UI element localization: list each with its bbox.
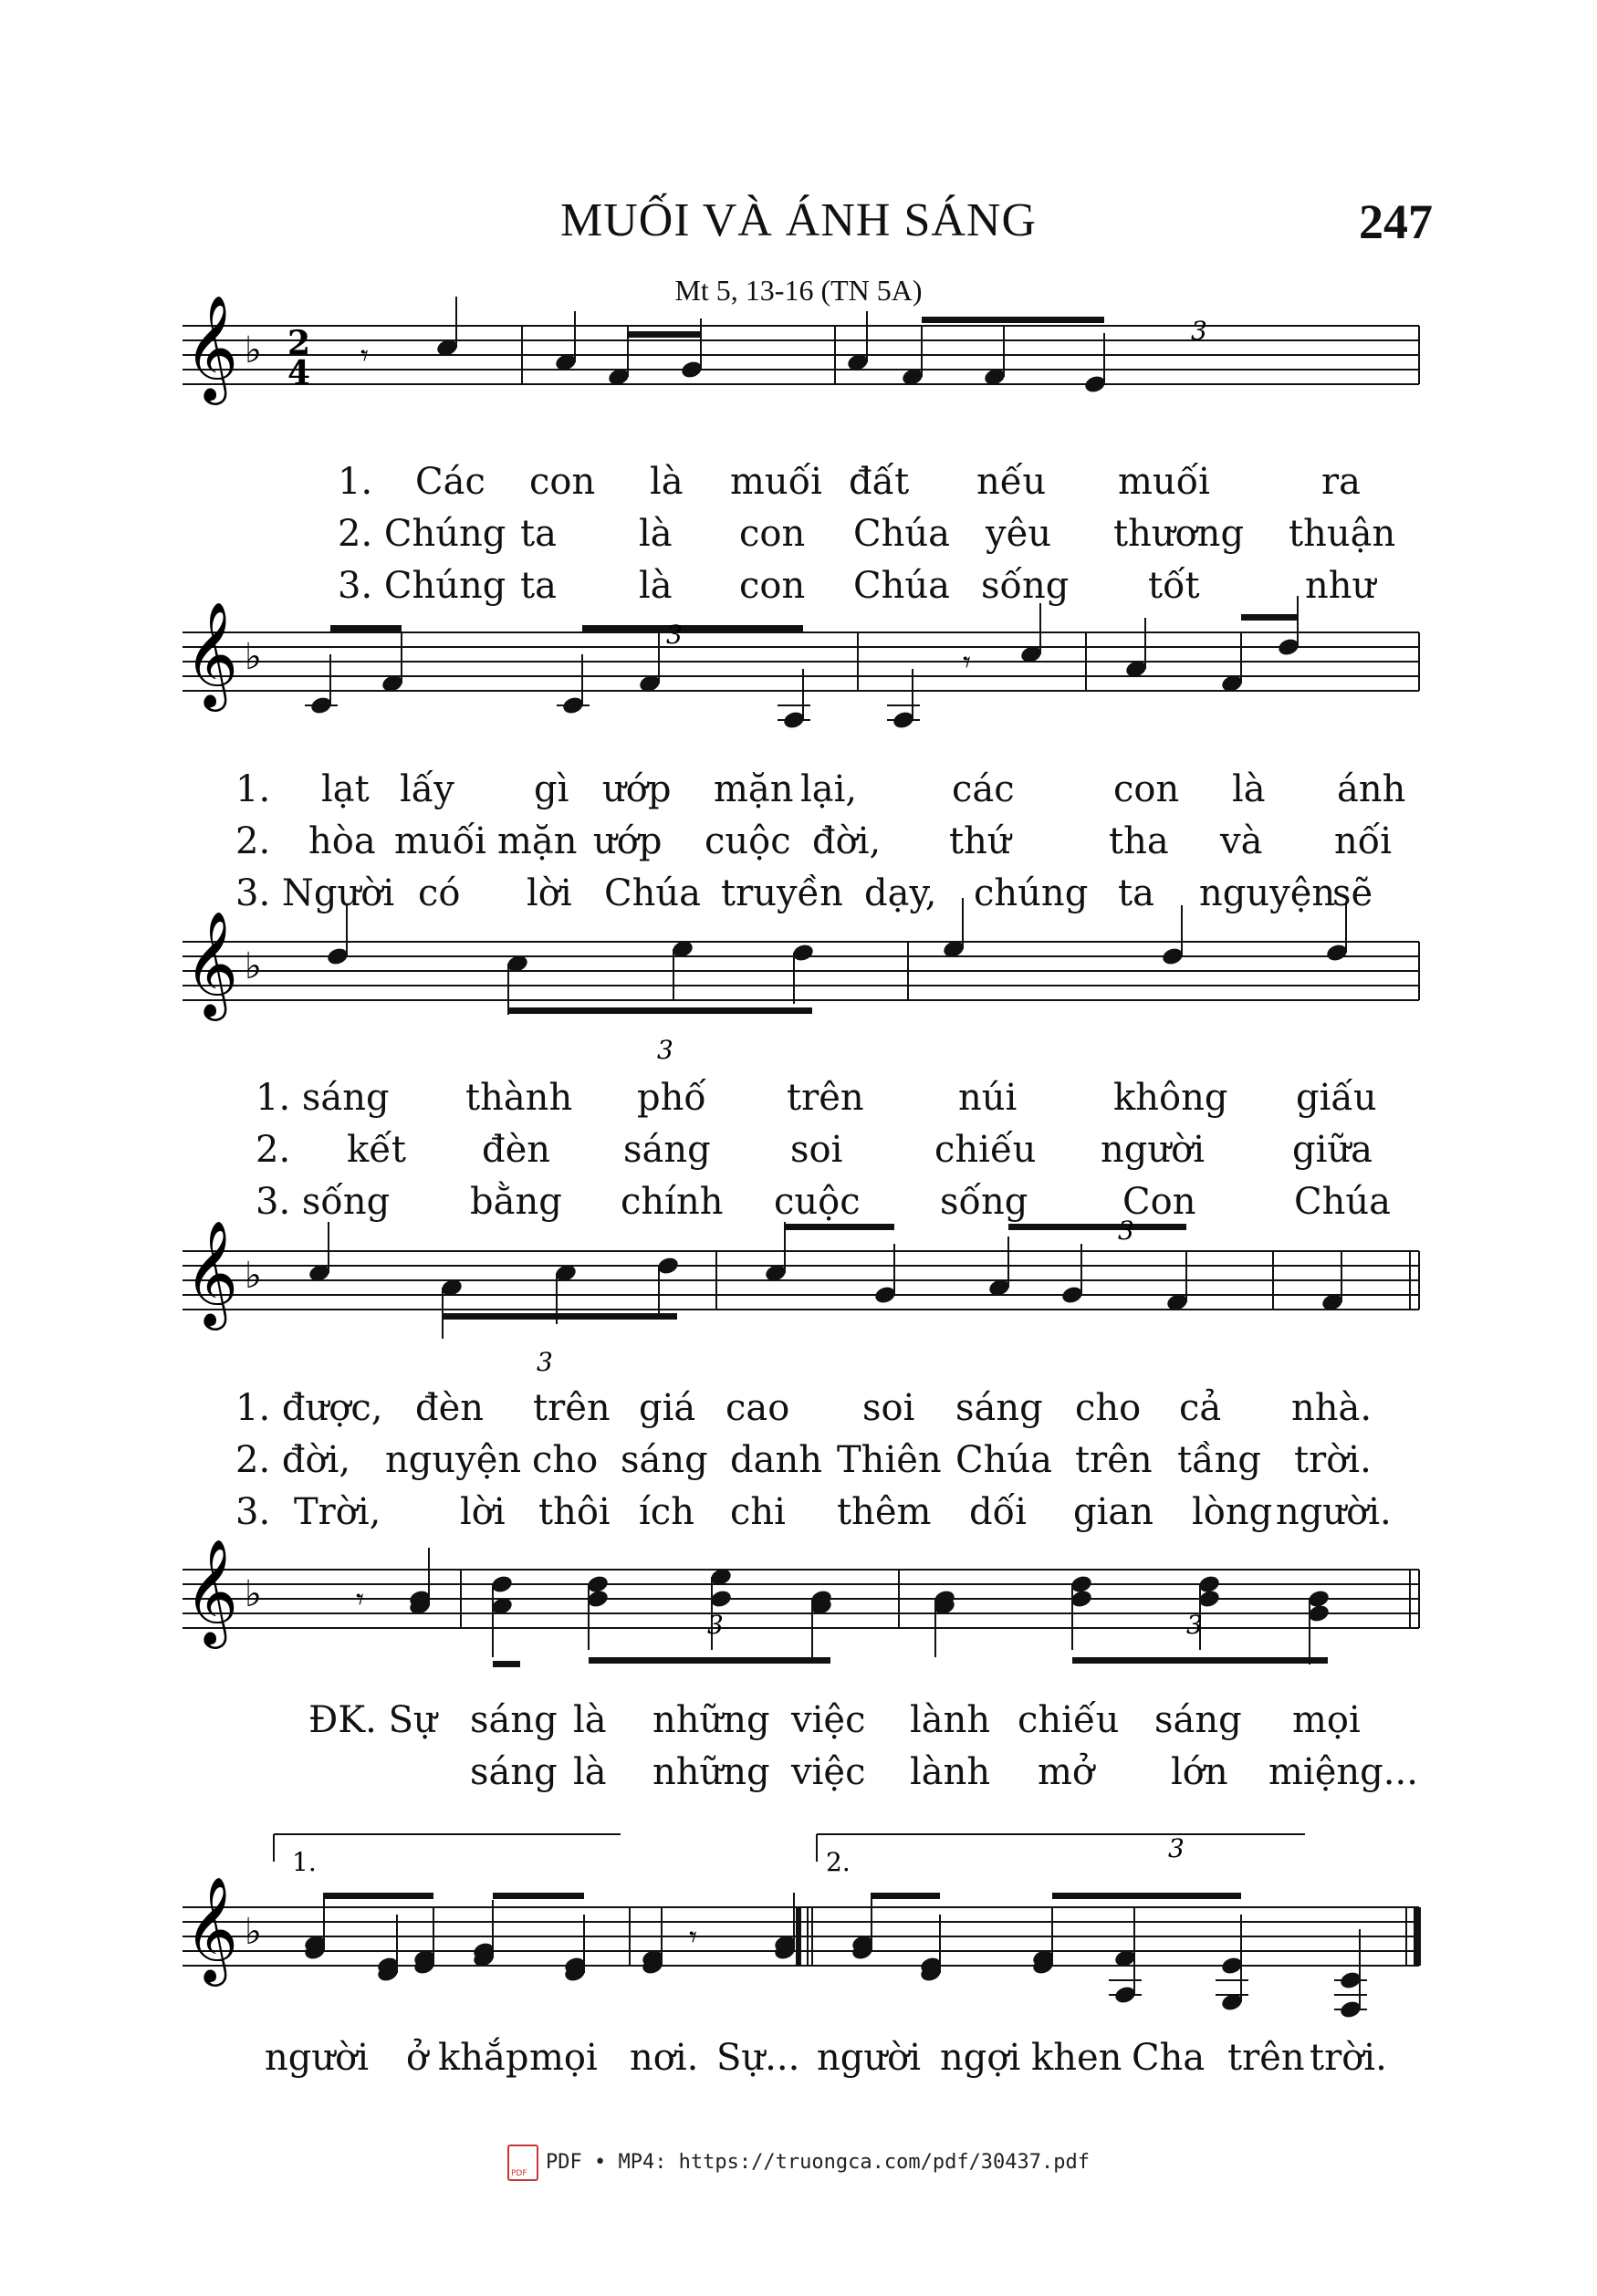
lyric-syllable: chúng — [974, 872, 1089, 914]
lyric-syllable: gì — [534, 768, 569, 810]
lyric-syllable: 2. đời, — [235, 1439, 351, 1481]
lyric-syllable: muối — [1118, 461, 1210, 503]
lyric-syllable: 3. Người — [235, 872, 395, 914]
time-signature-bottom: 4 — [287, 354, 311, 392]
lyric-syllable: Chúa — [853, 513, 950, 555]
lyric-syllable: con — [1113, 768, 1180, 810]
lyric-syllable: lớn — [1171, 1751, 1228, 1793]
lyric-syllable: thành — [465, 1077, 573, 1119]
lyric-syllable: con — [739, 565, 806, 607]
lyric-syllable: ra — [1321, 461, 1361, 503]
beam — [628, 331, 701, 338]
lyric-syllable: những — [652, 1699, 770, 1741]
flat-sign: ♭ — [245, 1573, 262, 1615]
beam — [1072, 1657, 1328, 1664]
beam — [582, 625, 803, 631]
treble-clef: 𝄞 — [184, 1219, 239, 1326]
lyric-syllable: sáng — [623, 1129, 711, 1171]
lyric-syllable: trên — [1227, 2037, 1305, 2079]
lyric-syllable: lành — [910, 1751, 991, 1793]
lyric-syllable: ướp — [593, 820, 663, 862]
lyric-syllable: sáng — [470, 1699, 558, 1741]
eighth-rest: 𝄾 — [360, 338, 370, 374]
flat-sign: ♭ — [245, 329, 262, 371]
lyric-syllable: 3. sống — [256, 1181, 391, 1223]
lyric-syllable: những — [652, 1751, 770, 1793]
lyric-syllable: đèn — [482, 1129, 551, 1171]
lyric-syllable: 1. — [235, 768, 271, 810]
lyric-syllable: Cha — [1132, 2037, 1206, 2079]
lyric-syllable: trời. — [1310, 2037, 1387, 2079]
lyric-syllable: nguyện — [385, 1439, 522, 1481]
pdf-icon — [507, 2145, 538, 2181]
lyric-syllable: truyền — [721, 872, 843, 914]
lyric-syllable: chính — [621, 1181, 724, 1223]
lyric-syllable: lại, — [800, 768, 858, 810]
lyric-syllable: và — [1220, 820, 1263, 862]
lyric-syllable: là — [1232, 768, 1266, 810]
lyric-syllable: là — [573, 1751, 607, 1793]
lyric-syllable: người — [1101, 1129, 1206, 1171]
page-number: 247 — [1359, 194, 1433, 249]
lyric-syllable: các — [952, 768, 1015, 810]
beam — [493, 1661, 520, 1667]
lyric-syllable: không — [1113, 1077, 1228, 1119]
lyric-syllable: Chúa — [604, 872, 701, 914]
lyric-syllable: ngợi — [940, 2037, 1021, 2079]
lyric-syllable: sáng — [1154, 1699, 1242, 1741]
beam — [1241, 614, 1298, 621]
triplet-mark: 3 — [657, 1035, 673, 1065]
lyric-syllable: ta — [1118, 872, 1154, 914]
lyric-syllable: nối — [1334, 820, 1393, 862]
lyric-syllable: ở — [406, 2037, 429, 2079]
lyric-syllable: soi — [862, 1387, 915, 1429]
lyric-syllable: trên — [1075, 1439, 1153, 1481]
triplet-mark: 3 — [537, 1347, 553, 1377]
lyric-syllable: đèn — [415, 1387, 485, 1429]
lyric-syllable: ánh — [1337, 768, 1406, 810]
lyric-syllable: 3. — [235, 1491, 271, 1533]
lyric-syllable: cuộc — [774, 1181, 861, 1223]
lyric-syllable: sáng — [955, 1387, 1043, 1429]
song-title: MUỐI VÀ ÁNH SÁNG — [559, 194, 1038, 246]
lyric-syllable: Sự... — [716, 2037, 800, 2079]
treble-clef: 𝄞 — [184, 1875, 239, 1982]
lyric-syllable: 2. — [235, 820, 271, 862]
flat-sign: ♭ — [245, 945, 262, 987]
flat-sign: ♭ — [245, 1911, 262, 1953]
eighth-rest: 𝄾 — [689, 1919, 698, 1956]
treble-clef: 𝄞 — [184, 910, 239, 1017]
lyric-syllable: yêu — [986, 513, 1052, 555]
beam — [443, 1313, 677, 1320]
footer-link[interactable]: PDF • MP4: https://truongca.com/pdf/30437.pdf — [545, 2151, 1091, 2174]
lyric-syllable: người — [817, 2037, 922, 2079]
lyric-syllable: mọi — [1292, 1699, 1361, 1741]
lyric-syllable: con — [739, 513, 806, 555]
lyric-syllable: khen — [1031, 2037, 1122, 2079]
volta-1-label: 1. — [292, 1847, 317, 1877]
lyric-syllable: sống — [940, 1181, 1028, 1223]
triplet-mark: 3 — [1191, 316, 1207, 346]
triplet-mark: 3 — [1168, 1833, 1185, 1863]
lyric-syllable: sống — [981, 565, 1070, 607]
beam — [589, 1657, 830, 1664]
lyric-syllable: lời — [527, 872, 572, 914]
lyric-syllable: cả — [1179, 1387, 1222, 1429]
final-barline — [1414, 1907, 1421, 1966]
lyric-syllable: thứ — [949, 820, 1011, 862]
lyric-syllable: cao — [725, 1387, 790, 1429]
lyric-syllable: mặn — [497, 820, 578, 862]
beam — [508, 1007, 812, 1014]
lyric-syllable: Con — [1122, 1181, 1196, 1223]
eighth-rest: 𝄾 — [356, 1581, 365, 1618]
lyric-syllable: trên — [533, 1387, 611, 1429]
lyric-syllable: giá — [639, 1387, 696, 1429]
lyric-syllable: lạt — [321, 768, 370, 810]
beam — [922, 317, 1104, 323]
lyric-syllable: có — [418, 872, 461, 914]
lyric-syllable: nơi. — [630, 2037, 699, 2079]
lyric-syllable: người — [265, 2037, 370, 2079]
lyric-syllable: sáng — [470, 1751, 558, 1793]
beam — [1008, 1224, 1186, 1230]
treble-clef: 𝄞 — [184, 1538, 239, 1644]
lyric-syllable: chi — [730, 1491, 786, 1533]
lyric-syllable: thương — [1113, 513, 1245, 555]
flat-sign: ♭ — [245, 636, 262, 678]
lyric-syllable: thêm — [837, 1491, 932, 1533]
lyric-syllable: tha — [1109, 820, 1169, 862]
beam — [785, 1224, 894, 1230]
lyric-syllable: việc — [791, 1699, 866, 1741]
lyric-syllable: Trời, — [294, 1491, 381, 1533]
lyric-syllable: phố — [637, 1077, 706, 1119]
lyric-syllable: muối — [394, 820, 486, 862]
lyric-syllable: là — [573, 1699, 607, 1741]
lyric-syllable: khắp — [438, 2037, 529, 2079]
lyric-syllable: thôi — [538, 1491, 611, 1533]
lyric-syllable: miệng... — [1268, 1751, 1418, 1793]
triplet-mark: 3 — [1186, 1610, 1203, 1640]
footer[interactable] — [0, 2145, 1597, 2181]
lyric-syllable: mọi — [529, 2037, 598, 2079]
repeat-barline — [796, 1907, 801, 1966]
lyric-syllable: ướp — [602, 768, 672, 810]
triplet-mark: 3 — [666, 620, 683, 650]
lyric-syllable: chiếu — [934, 1129, 1037, 1171]
lyric-syllable: con — [529, 461, 596, 503]
lyric-syllable: cho — [1075, 1387, 1142, 1429]
eighth-rest: 𝄾 — [963, 644, 972, 681]
lyric-syllable: đất — [849, 461, 910, 503]
lyric-syllable: tốt — [1148, 565, 1200, 607]
beam — [493, 1893, 584, 1899]
lyric-syllable: là — [639, 513, 673, 555]
lyric-syllable: 2. — [256, 1129, 291, 1171]
lyric-syllable: cuộc — [705, 820, 791, 862]
beam — [324, 1893, 433, 1899]
lyric-syllable: việc — [791, 1751, 866, 1793]
lyric-syllable: 1. — [338, 461, 373, 503]
lyric-syllable: mặn — [714, 768, 794, 810]
lyric-syllable: 1. được, — [235, 1387, 383, 1429]
triplet-mark: 3 — [707, 1610, 724, 1640]
flat-sign: ♭ — [245, 1255, 262, 1297]
volta-2-label: 2. — [826, 1847, 851, 1877]
lyric-syllable: nhà. — [1291, 1387, 1373, 1429]
lyric-syllable: trên — [787, 1077, 864, 1119]
lyric-syllable: Chúa — [853, 565, 950, 607]
lyric-syllable: chiếu — [1018, 1699, 1120, 1741]
lyric-syllable: giấu — [1296, 1077, 1377, 1119]
lyric-syllable: bằng — [470, 1181, 562, 1223]
lyric-syllable: giữa — [1292, 1129, 1373, 1171]
lyric-syllable: 2. Chúng — [338, 513, 506, 555]
lyric-syllable: danh — [730, 1439, 822, 1481]
lyric-syllable: mở — [1038, 1751, 1095, 1793]
lyric-syllable: ĐK. Sự — [308, 1699, 437, 1741]
lyric-syllable: núi — [958, 1077, 1018, 1119]
lyric-syllable: soi — [790, 1129, 843, 1171]
treble-clef: 𝄞 — [184, 294, 239, 401]
lyric-syllable: thuận — [1289, 513, 1396, 555]
lyric-syllable: trời. — [1294, 1439, 1372, 1481]
lyric-syllable: 3. Chúng — [338, 565, 506, 607]
lyric-syllable: 1. sáng — [256, 1077, 390, 1119]
lyric-syllable: là — [639, 565, 673, 607]
lyric-syllable: đời, — [812, 820, 882, 862]
lyric-syllable: là — [650, 461, 684, 503]
beam — [330, 625, 402, 631]
lyric-syllable: người. — [1276, 1491, 1392, 1533]
lyric-syllable: dạy, — [864, 872, 937, 914]
scripture-reference: Mt 5, 13-16 (TN 5A) — [674, 274, 923, 307]
lyric-syllable: cho — [532, 1439, 599, 1481]
lyric-syllable: Thiên — [837, 1439, 942, 1481]
lyric-syllable: hòa — [308, 820, 376, 862]
lyric-syllable: Các — [415, 461, 485, 503]
lyric-syllable: lành — [910, 1699, 991, 1741]
lyric-syllable: tầng — [1177, 1439, 1261, 1481]
lyric-syllable: gian — [1073, 1491, 1154, 1533]
lyric-syllable: nguyện — [1199, 872, 1336, 914]
lyric-syllable: ta — [520, 565, 557, 607]
lyric-syllable: lời — [460, 1491, 506, 1533]
lyric-syllable: như — [1305, 565, 1376, 607]
lyric-syllable: lấy — [400, 768, 454, 810]
time-signature-top: 2 — [287, 324, 311, 362]
lyric-syllable: Chúa — [1294, 1181, 1391, 1223]
lyric-syllable: dối — [969, 1491, 1027, 1533]
lyric-syllable: nếu — [976, 461, 1047, 503]
beam — [872, 1893, 940, 1899]
lyric-syllable: sáng — [621, 1439, 708, 1481]
lyric-syllable: kết — [347, 1129, 406, 1171]
triplet-mark: 3 — [1118, 1216, 1134, 1246]
lyric-syllable: sẽ — [1332, 872, 1373, 914]
lyric-syllable: muối — [730, 461, 822, 503]
lyric-syllable: ta — [520, 513, 557, 555]
beam — [1052, 1893, 1241, 1899]
lyric-syllable: lòng — [1192, 1491, 1273, 1533]
lyric-syllable: ích — [639, 1491, 694, 1533]
treble-clef: 𝄞 — [184, 600, 239, 707]
lyric-syllable: Chúa — [955, 1439, 1052, 1481]
